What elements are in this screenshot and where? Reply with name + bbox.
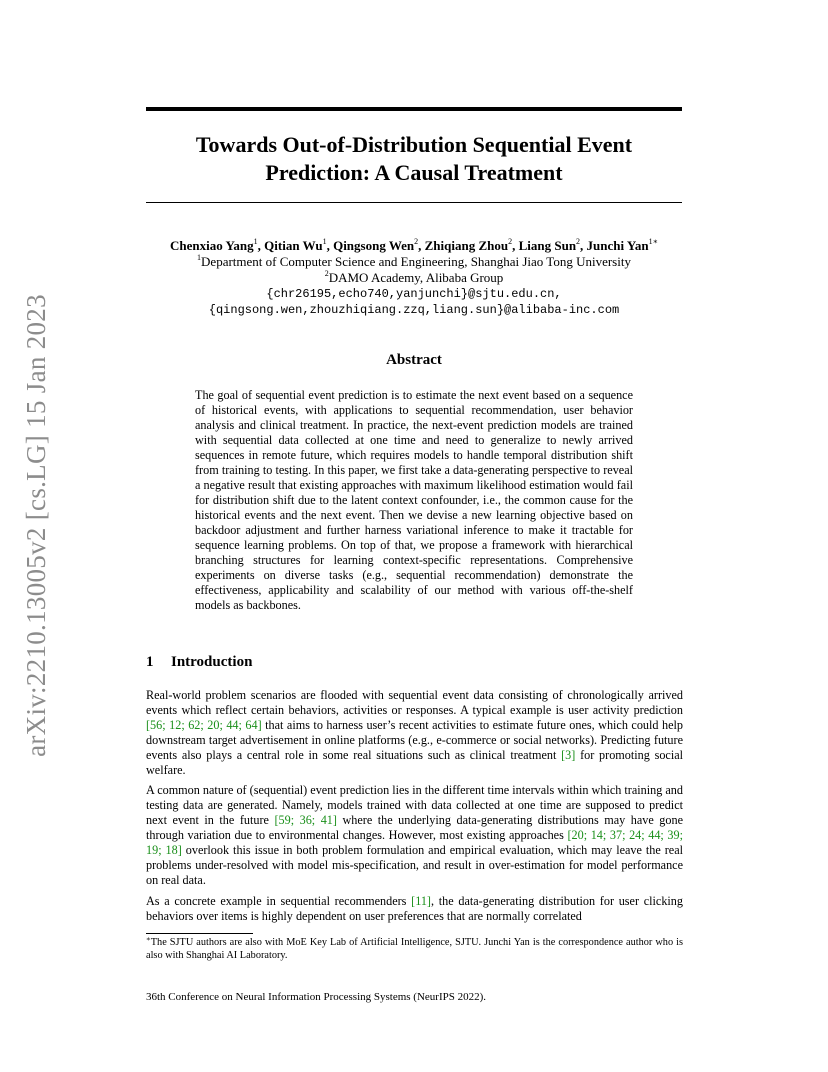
affiliation-1 — [146, 254, 682, 270]
venue-line: 36th Conference on Neural Information Processing Systems (NeurIPS 2022). — [146, 991, 487, 1003]
title-top-rule — [146, 107, 682, 111]
author-1: Chenxiao Yang — [169, 238, 254, 253]
author-3-sup: 2 — [414, 237, 419, 246]
citation-link[interactable]: [11] — [411, 894, 431, 908]
p3-text-b: , the data-generating distribution for user clicking behaviors over items is highly dependent on user preferences that are normally correlated — [146, 894, 683, 923]
footnote-mark: ∗ — [146, 935, 151, 943]
arxiv-stamp-text: arXiv:2210.13005v2 [cs.LG] 15 Jan 2023 — [20, 293, 51, 757]
author-6-sup: 1∗ — [648, 237, 659, 246]
section-heading — [146, 654, 252, 671]
footnote-rule — [146, 933, 253, 934]
author-3: Qingsong Wen — [333, 238, 415, 253]
abstract-text: The goal of sequential event prediction is to estimate the next event based on a sequence of historical events, with applications to sequential recommendation, user behavior analysis and clinical treatment. In practice, the next-event prediction models are trained with sequential data collected at one time and need to generalize to newly arrived sequences in remote future, which requires models to handle temporal distribution shift from training to testing. In this paper, we first take a data-generating perspective to reveal a negative result that existing approaches with maximum likelihood estimation would fail for distribution shift due to the latent context confounder, i.e., the common cause for the historical events and the next event. Then we devise a new learning objective based on backdoor adjustment and further harness variational inference to make it tractable for sequence learning problems. On top of that, we propose a framework with hierarchical branching structures for learning context-specific representations. Comprehensive experiments on diverse tasks (e.g., sequential recommendation) demonstrate the effectiveness, applicability and scalability of our method with various off-the-shelf models as backbones. — [195, 388, 633, 612]
p2-text-a: A common nature of (sequential) event prediction lies in the different time intervals within which training and testing data are generated. Namely, models trained with data collected at one time are supposed to predict next event in the future — [146, 783, 683, 827]
affiliation-1-sup: 1 — [197, 253, 202, 262]
citation-link[interactable]: [56; 12; 62; 20; 44; 64] — [146, 718, 262, 732]
author-5-sup: 2 — [576, 237, 581, 246]
affiliation-2-text: DAMO Academy, Alibaba Group — [328, 270, 504, 285]
p2-text-c: overlook this issue in both problem formulation and empirical evaluation, which may leave the real problems under-resolved with model mis-specification, and result in over-estimation for model performance on real data. — [146, 843, 683, 887]
section-title: Introduction — [171, 654, 253, 670]
paper-title — [146, 131, 682, 187]
citation-link[interactable]: [59; 36; 41] — [274, 813, 337, 827]
email-line-1[interactable]: {chr26195,echo740,yanjunchi}@sjtu.edu.cn, — [266, 287, 562, 301]
abstract-heading: Abstract — [386, 352, 442, 368]
affiliation-1-text: Department of Computer Science and Engineering, Shanghai Jiao Tong University — [201, 254, 631, 269]
footnote-text: The SJTU authors are also with MoE Key Lab of Artificial Intelligence, SJTU. Junchi Yan is the correspondence author who is also with Shanghai AI Laboratory. — [146, 937, 683, 961]
p1-text-a: Real-world problem scenarios are flooded with sequential event data consisting of chronologically arrived events which reflect certain behaviors, activities or responses. A typical example is user activity prediction — [146, 688, 683, 717]
title-line-1: Towards Out-of-Distribution Sequential Event — [195, 132, 633, 157]
intro-paragraph-2 — [146, 783, 683, 888]
p1-text-b: that aims to harness user’s recent activities to estimate future ones, which could help downstream target advertisement in online platforms (e.g., e-commerce or social networks). Predicting future events also plays a central role in some real situations such as clinical treatment — [146, 718, 683, 762]
author-block — [146, 238, 682, 318]
author-2: Qitian Wu — [264, 238, 323, 253]
author-2-sup: 1 — [322, 237, 327, 246]
footnote — [146, 936, 683, 962]
author-6: Junchi Yan — [586, 238, 649, 253]
p3-text-a: As a concrete example in sequential recommenders — [146, 894, 412, 908]
affiliation-2-sup: 2 — [324, 269, 329, 278]
p1-text-c: for promoting social welfare. — [146, 748, 684, 777]
section-number: 1 — [146, 654, 154, 670]
email-line-2[interactable]: {qingsong.wen,zhouzhiqiang.zzq,liang.sun}@alibaba-inc.com — [208, 303, 620, 317]
p2-text-b: where the underlying data-generating distributions may have gone through variation due to environmental changes. However, most existing approaches — [146, 813, 683, 842]
author-4-sup: 2 — [508, 237, 513, 246]
citation-link[interactable]: [20; 14; 37; 24; 44; 39; 19; 18] — [146, 828, 684, 857]
arxiv-stamp — [12, 290, 60, 760]
affiliation-2 — [146, 270, 682, 286]
author-4: Zhiqiang Zhou — [424, 238, 509, 253]
citation-link[interactable]: [3] — [561, 748, 576, 762]
author-5: Liang Sun — [518, 238, 577, 253]
author-1-sup: 1 — [253, 237, 258, 246]
intro-paragraph-1 — [146, 688, 683, 778]
author-names: Chenxiao Yang$^1$, Qitian Wu$^1$, Qingsong Wen$^2$, Zhiqiang Zhou$^2$, Liang Sun$^2$, Junchi Yan$^{1∗}$ — [169, 237, 659, 253]
title-line-2: Prediction: A Causal Treatment — [265, 160, 563, 185]
intro-paragraph-3 — [146, 894, 683, 924]
title-bottom-rule — [146, 202, 682, 203]
